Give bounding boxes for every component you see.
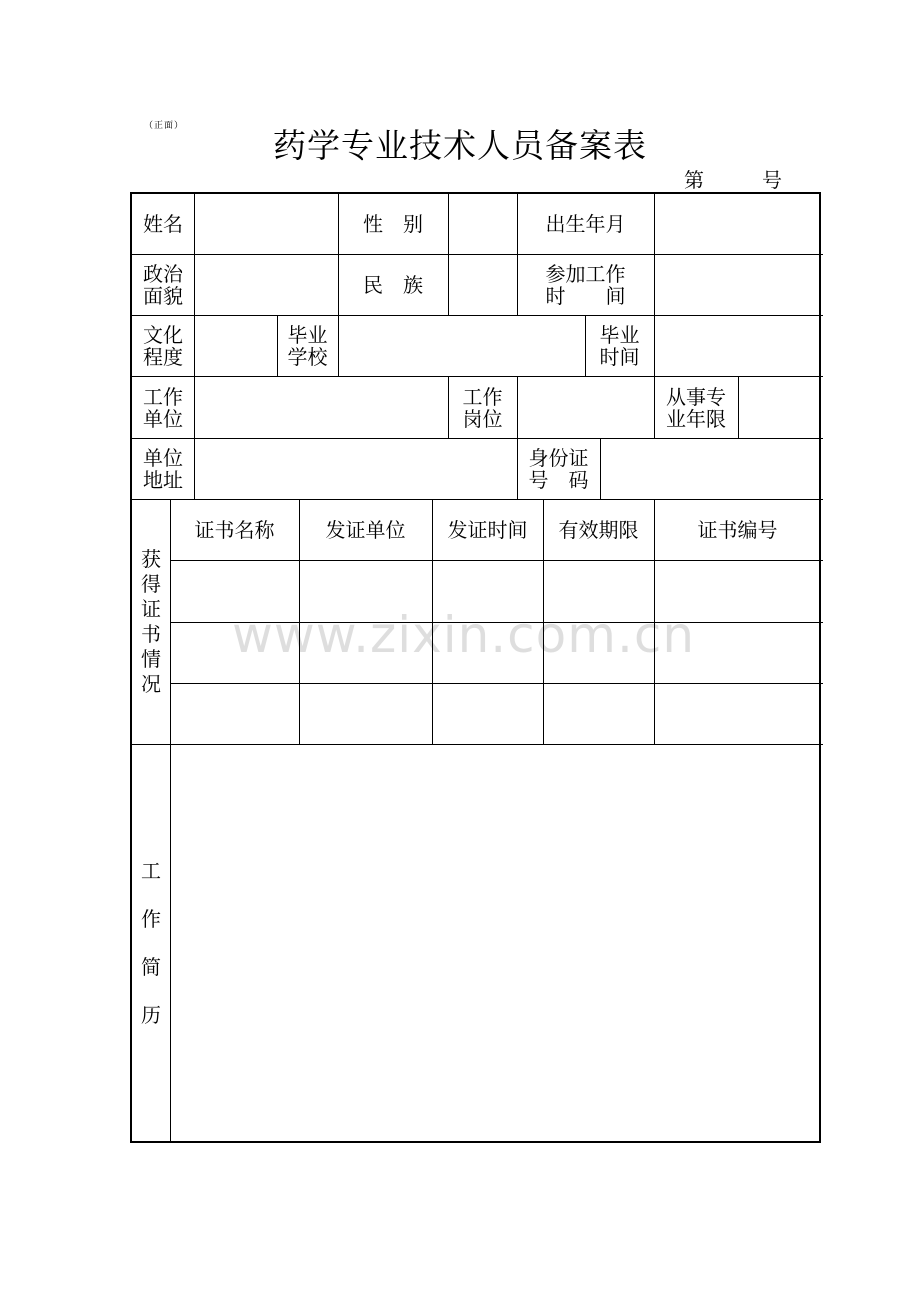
- unit-address-label: 单位 地址: [143, 446, 183, 492]
- education-label: 文化 程度: [143, 323, 183, 369]
- record-number-label: [684, 164, 782, 193]
- work-start-input[interactable]: [655, 255, 821, 315]
- unit-address-input[interactable]: [195, 439, 517, 499]
- work-resume-input[interactable]: [171, 745, 821, 1141]
- work-resume-label: 工 作 简 历: [141, 859, 161, 1027]
- certificates-section-label: 获 得 证 书 情 况: [141, 547, 161, 696]
- gender-label: 性 别: [363, 212, 423, 236]
- work-post-label: 工作 岗位: [462, 384, 503, 431]
- work-start-label: 参加工作 时 间: [545, 262, 626, 308]
- graduate-school-input[interactable]: [339, 316, 585, 376]
- header-issue-date: 发证时间: [447, 518, 528, 542]
- registration-form-table: [130, 192, 821, 1143]
- form-title: 药学专业技术人员备案表: [273, 126, 647, 165]
- work-unit-label: 工作 单位: [143, 384, 183, 431]
- political-status-input[interactable]: [195, 255, 338, 315]
- graduation-time-label: 毕业 时间: [599, 323, 640, 369]
- work-unit-input[interactable]: [195, 377, 448, 438]
- header-certificate-name: 证书名称: [194, 518, 275, 542]
- graduation-time-input[interactable]: [655, 316, 821, 376]
- education-input[interactable]: [195, 316, 277, 376]
- gender-input[interactable]: [449, 194, 517, 254]
- birth-date-label: 出生年月: [545, 212, 626, 236]
- name-input[interactable]: [195, 194, 338, 254]
- number-prefix: 第: [684, 168, 704, 192]
- graduate-school-label: 毕业 学校: [287, 323, 328, 369]
- header-validity-period: 有效期限: [558, 518, 639, 542]
- header-issuing-unit: 发证单位: [325, 518, 406, 542]
- professional-years-input[interactable]: [739, 377, 821, 438]
- watermark: www.zixin.com.cn: [232, 606, 696, 664]
- professional-years-label: 从事专 业年限: [666, 384, 726, 431]
- ethnicity-label: 民 族: [363, 273, 423, 297]
- id-number-label: 身份证 号 码: [528, 446, 589, 492]
- name-label: 姓名: [143, 212, 183, 236]
- id-number-input[interactable]: [601, 439, 821, 499]
- work-post-input[interactable]: [518, 377, 654, 438]
- certificate-row-3[interactable]: [171, 684, 821, 744]
- header-certificate-number: 证书编号: [697, 518, 778, 542]
- ethnicity-input[interactable]: [449, 255, 517, 315]
- political-status-label: 政治 面貌: [143, 262, 183, 308]
- number-suffix: 号: [762, 168, 782, 192]
- birth-date-input[interactable]: [655, 194, 821, 254]
- front-side-note: （正面）: [144, 121, 185, 131]
